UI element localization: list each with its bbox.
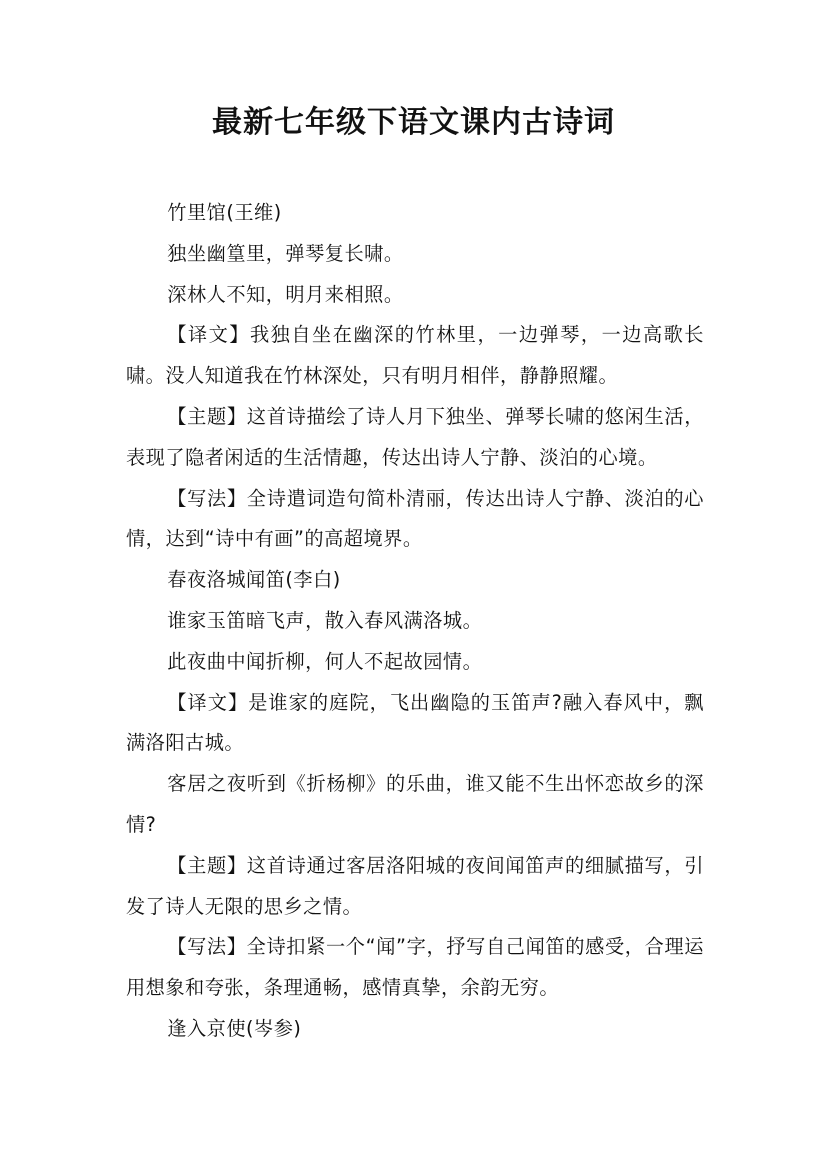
technique-paragraph: 【写法】全诗扣紧一个“闻”字，抒写自己闻笛的感受，合理运用想象和夸张，条理通畅，感情真挚，余韵无穷。 <box>126 935 704 1000</box>
document-body <box>126 193 704 1050</box>
poem-line: 独坐幽篁里，弹琴复长啸。 <box>167 241 404 265</box>
poem-line: 深林人不知，明月来相照。 <box>167 282 404 306</box>
poem-line: 此夜曲中闻折柳，何人不起故园情。 <box>167 649 483 673</box>
technique-paragraph: 【写法】全诗遣词造句简朴清丽，传达出诗人宁静、淡泊的心情，达到“诗中有画”的高超境界。 <box>126 486 704 551</box>
poem-line: 谁家玉笛暗飞声，散入春风满洛城。 <box>167 608 483 632</box>
translation-paragraph: 【译文】我独自坐在幽深的竹林里，一边弹琴，一边高歌长啸。没人知道我在竹林深处，只有明月相伴，静静照耀。 <box>126 323 704 388</box>
document-title: 最新七年级下语文课内古诗词 <box>212 105 615 140</box>
theme-paragraph: 【主题】这首诗通过客居洛阳城的夜间闻笛声的细腻描写，引发了诗人无限的思乡之情。 <box>126 853 704 918</box>
poem-title: 竹里馆(王维) <box>167 201 282 224</box>
translation-paragraph: 客居之夜听到《折杨柳》的乐曲，谁又能不生出怀恋故乡的深情? <box>126 772 704 836</box>
poem-title: 逢入京使(岑参) <box>167 1016 302 1040</box>
poem-title: 春夜洛城闻笛(李白) <box>167 568 341 592</box>
translation-paragraph: 【译文】是谁家的庭院，飞出幽隐的玉笛声?融入春风中，飘满洛阳古城。 <box>126 690 704 755</box>
theme-paragraph: 【主题】这首诗描绘了诗人月下独坐、弹琴长啸的悠闲生活，表现了隐者闲适的生活情趣，传达出诗人宁静、淡泊的心境。 <box>126 404 704 469</box>
